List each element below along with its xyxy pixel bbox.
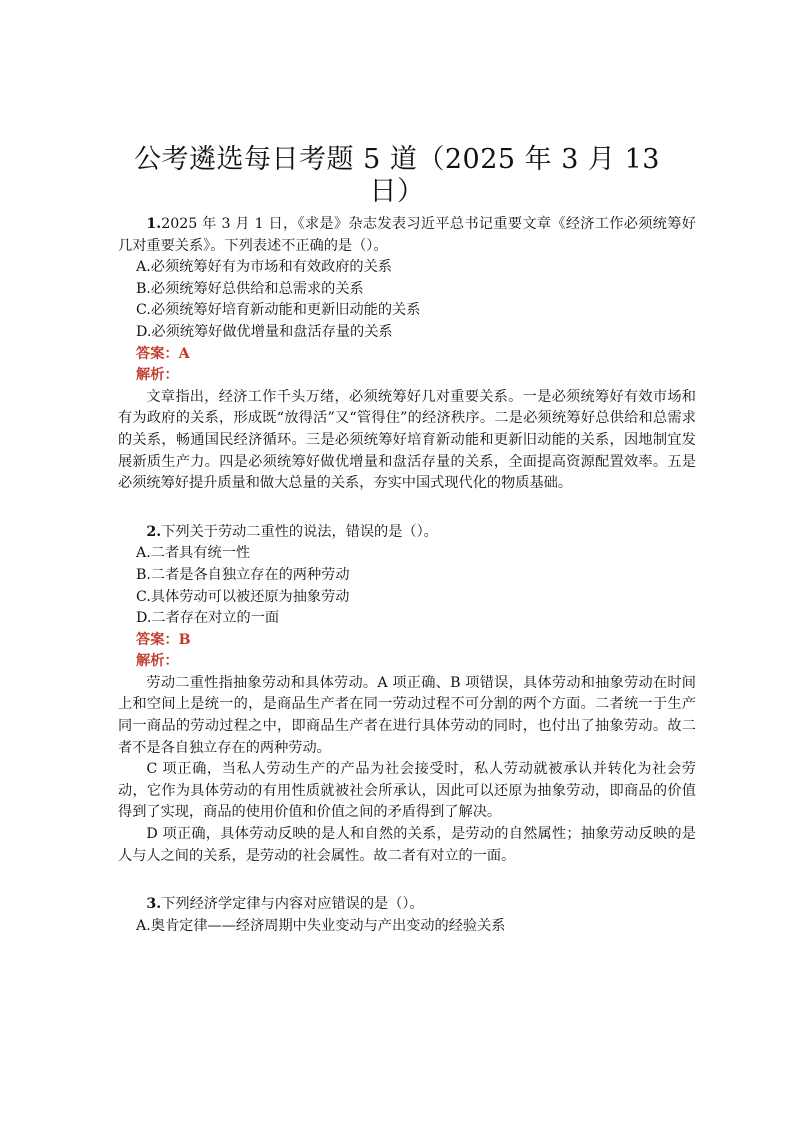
option-a: A.必须统筹好有为市场和有效政府的关系 — [136, 259, 392, 276]
option-d: D.必须统筹好做优增量和盘活存量的关系 — [136, 323, 393, 340]
option-list — [118, 543, 696, 629]
question-2 — [118, 522, 696, 868]
option-d: D.二者存在对立的一面 — [136, 610, 280, 627]
analysis-paragraph: D 项正确，具体劳动反映的是人和自然的关系，是劳动的自然属性；抽象劳动反映的是人与人之间的关系，是劳动的社会属性。故二者有对立的一面。 — [118, 826, 696, 864]
option-list — [118, 257, 696, 343]
question-3 — [118, 894, 696, 937]
option-b: B.二者是各自独立存在的两种劳动 — [136, 566, 350, 583]
question-list — [118, 214, 696, 964]
option-a: A.奥肯定律——经济周期中失业变动与产出变动的经验关系 — [136, 917, 506, 934]
answer-label: 答案：A — [136, 345, 190, 362]
document-title: 公考遴选每日考题 5 道（2025 年 3 月 13 日） — [134, 144, 660, 207]
analysis-label: 解析： — [136, 653, 179, 670]
question-1 — [118, 214, 696, 495]
answer-label: 答案：B — [136, 631, 191, 648]
analysis-paragraph: 文章指出，经济工作千头万绪，必须统筹好几对重要关系。一是必须统筹好有效市场和有为政府的关系，形成既“放得活”又“管得住”的经济秩序。二是必须统筹好总供给和总需求的关系，畅通国民经济循环。三是必须统筹好培育新动能和更新旧动能的关系，因地制宜发展新质生产力。四是必须统筹好做优增量和盘活存量的关系，全面提高资源配置效率。五是必须统筹好提升质量和做大总量的关系，夯实中国式现代化的物质基础。 — [118, 388, 696, 492]
option-c: C.必须统筹好培育新动能和更新旧动能的关系 — [136, 302, 421, 319]
option-c: C.具体劳动可以被还原为抽象劳动 — [136, 588, 350, 605]
question-text: 下列经济学定律与内容对应错误的是（）。 — [161, 896, 424, 913]
question-number: 1. — [146, 216, 162, 232]
option-b: B.必须统筹好总供给和总需求的关系 — [136, 280, 364, 297]
analysis-paragraph: C 项正确，当私人劳动生产的产品为社会接受时，私人劳动就被承认并转化为社会劳动，它作为具体劳动的有用性质就被社会所承认，因此可以还原为抽象劳动，即商品的价值得到了实现，商品的使用价值和价值之间的矛盾得到了解决。 — [118, 761, 696, 821]
question-stem — [118, 894, 696, 916]
question-stem — [118, 214, 696, 257]
analysis-paragraph: 劳动二重性指抽象劳动和具体劳动。A 项正确、B 项错误，具体劳动和抽象劳动在时间上和空间上是统一的，是商品生产者在同一劳动过程不可分割的两个方面。二者统一于生产同一商品的劳动过程之中，即商品生产者在进行具体劳动的同时，也付出了抽象劳动。故二者不是各自独立存在的两种劳动。 — [118, 674, 696, 756]
question-stem — [118, 522, 696, 544]
option-a: A.二者具有统一性 — [136, 545, 251, 562]
analysis-label: 解析： — [136, 367, 179, 384]
question-number: 2. — [146, 523, 162, 540]
question-text: 下列关于劳动二重性的说法，错误的是（）。 — [161, 523, 438, 540]
question-text: 2025 年 3 月 1 日，《求是》杂志发表习近平总书记重要文章《经济工作必须统筹好几对重要关系》。下列表述不正确的是（）。 — [118, 216, 696, 254]
option-list — [118, 916, 696, 938]
question-number: 3. — [146, 896, 162, 913]
